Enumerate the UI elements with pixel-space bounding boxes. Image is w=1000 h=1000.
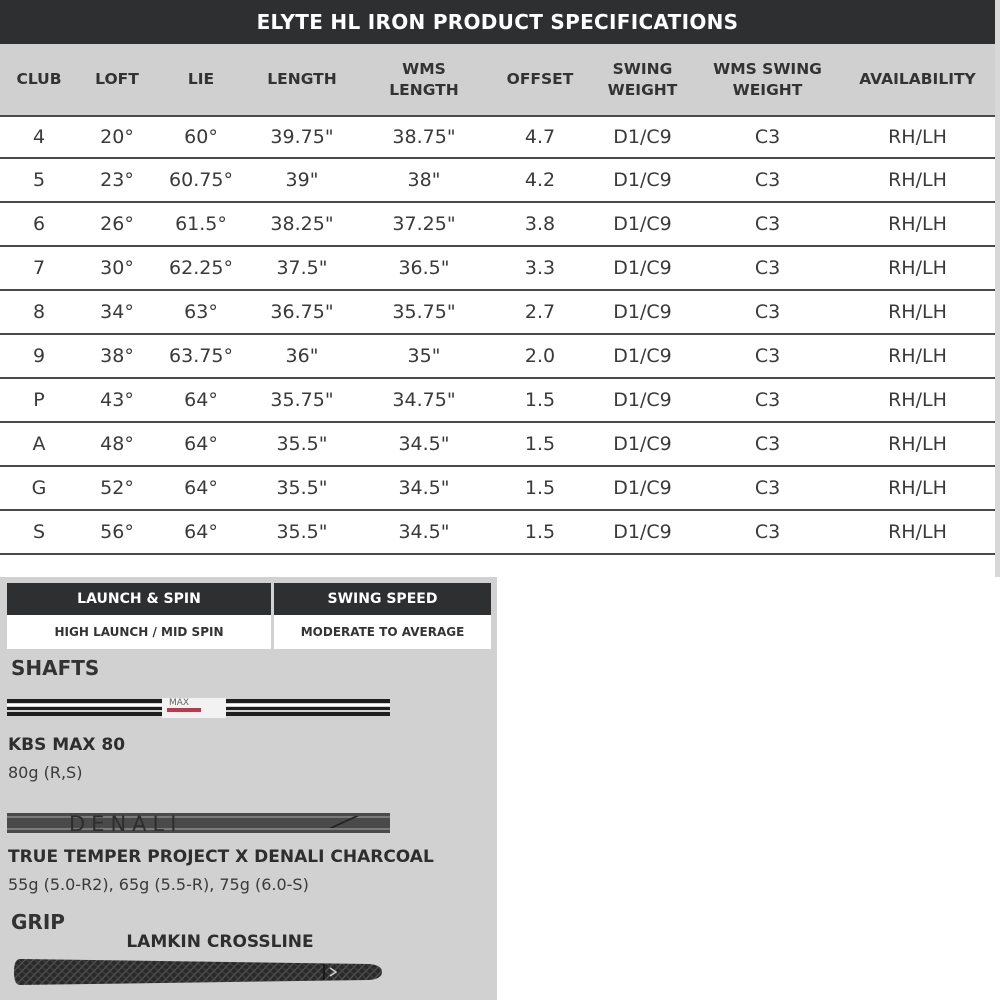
table-cell: 39"	[285, 169, 319, 191]
table-cell: A	[32, 433, 46, 455]
table-cell: 64°	[184, 521, 218, 543]
table-cell: RH/LH	[888, 345, 947, 367]
swing-speed-value: MODERATE TO AVERAGE	[274, 615, 491, 649]
table-cell: 63.75°	[169, 345, 233, 367]
table-cell: 35.75"	[270, 389, 334, 411]
table-cell: 26°	[100, 213, 134, 235]
grip-image	[14, 955, 384, 989]
table-cell: 4	[32, 126, 46, 148]
kbs-max-shaft-image	[7, 695, 392, 723]
table-cell: C3	[754, 257, 781, 279]
swing-speed-header: SWING SPEED	[274, 583, 491, 615]
svg-text:MAX: MAX	[169, 698, 190, 708]
table-cell: 3.3	[524, 257, 556, 279]
table-row	[0, 291, 995, 335]
table-cell: C3	[754, 345, 781, 367]
table-cell: 64°	[184, 389, 218, 411]
grip-name: LAMKIN CROSSLINE	[126, 932, 314, 952]
launch-spin-header: LAUNCH & SPIN	[7, 583, 271, 615]
table-cell: 62.25°	[169, 257, 233, 279]
table-cell: 52°	[100, 477, 134, 499]
table-cell: D1/C9	[613, 213, 672, 235]
table-row	[0, 423, 995, 467]
table-cell: RH/LH	[888, 477, 947, 499]
table-cell: 4.7	[524, 126, 556, 148]
launch-spin-value: HIGH LAUNCH / MID SPIN	[7, 615, 271, 649]
table-row	[0, 247, 995, 291]
table-cell: D1/C9	[613, 169, 672, 191]
table-cell: P	[33, 389, 45, 411]
table-cell: 37.5"	[276, 257, 328, 279]
table-row	[0, 203, 995, 247]
table-cell: C3	[754, 301, 781, 323]
column-header: SWING WEIGHT	[607, 59, 678, 99]
table-cell: C3	[754, 433, 781, 455]
table-cell: D1/C9	[613, 433, 672, 455]
table-cell: 1.5	[524, 433, 556, 455]
table-cell: RH/LH	[888, 169, 947, 191]
table-cell: 35.75"	[392, 301, 456, 323]
table-cell: 7	[32, 257, 46, 279]
table-row	[0, 115, 995, 159]
table-cell: D1/C9	[613, 301, 672, 323]
column-header: WMS LENGTH	[389, 59, 459, 99]
shaft-name-kbs: KBS MAX 80	[8, 735, 126, 755]
table-cell: D1/C9	[613, 477, 672, 499]
table-cell: 61.5°	[175, 213, 227, 235]
table-cell: 38.75"	[392, 126, 456, 148]
table-cell: 9	[32, 345, 46, 367]
svg-text:DENALI: DENALI	[69, 812, 183, 836]
table-cell: 34°	[100, 301, 134, 323]
table-cell: 20°	[100, 126, 134, 148]
table-cell: C3	[754, 213, 781, 235]
launch-spin-table	[7, 583, 491, 649]
table-cell: 4.2	[524, 169, 556, 191]
table-cell: 30°	[100, 257, 134, 279]
table-cell: RH/LH	[888, 433, 947, 455]
column-header: AVAILABILITY	[859, 70, 976, 88]
table-cell: 35.5"	[276, 433, 328, 455]
table-cell: RH/LH	[888, 257, 947, 279]
table-cell: 34.75"	[392, 389, 456, 411]
table-cell: D1/C9	[613, 126, 672, 148]
column-header: CLUB	[16, 70, 62, 88]
table-cell: 38°	[100, 345, 134, 367]
table-cell: RH/LH	[888, 389, 947, 411]
table-row	[0, 511, 995, 555]
denali-shaft-image	[7, 810, 392, 836]
table-cell: C3	[754, 477, 781, 499]
table-cell: 56°	[100, 521, 134, 543]
table-cell: C3	[754, 169, 781, 191]
table-cell: 38"	[407, 169, 441, 191]
table-cell: 64°	[184, 477, 218, 499]
spec-table-body	[0, 115, 995, 555]
table-edge	[995, 0, 1000, 577]
table-row	[0, 159, 995, 203]
table-cell: 35.5"	[276, 521, 328, 543]
table-cell: S	[32, 521, 46, 543]
table-cell: 36.5"	[398, 257, 450, 279]
table-cell: 1.5	[524, 521, 556, 543]
table-cell: 43°	[100, 389, 134, 411]
column-header: WMS SWING WEIGHT	[713, 59, 822, 99]
table-cell: 63°	[184, 301, 218, 323]
table-cell: RH/LH	[888, 301, 947, 323]
column-header: LOFT	[95, 70, 139, 88]
table-cell: C3	[754, 126, 781, 148]
table-cell: 2.0	[524, 345, 556, 367]
shaft-spec-kbs: 80g (R,S)	[8, 763, 83, 782]
table-cell: 48°	[100, 433, 134, 455]
table-row	[0, 467, 995, 511]
table-cell: 36.75"	[270, 301, 334, 323]
table-cell: C3	[754, 389, 781, 411]
table-cell: D1/C9	[613, 521, 672, 543]
table-cell: D1/C9	[613, 389, 672, 411]
table-cell: RH/LH	[888, 213, 947, 235]
column-header: LENGTH	[267, 70, 337, 88]
spec-table-title: ELYTE HL IRON PRODUCT SPECIFICATIONS	[0, 0, 995, 44]
column-header: LIE	[187, 70, 215, 88]
table-cell: 2.7	[524, 301, 556, 323]
table-cell: 39.75"	[270, 126, 334, 148]
table-cell: RH/LH	[888, 126, 947, 148]
table-cell: 38.25"	[270, 213, 334, 235]
table-cell: C3	[754, 521, 781, 543]
grip-title: GRIP	[11, 910, 65, 934]
table-cell: 6	[32, 213, 46, 235]
table-cell: 60°	[184, 126, 218, 148]
components-panel	[0, 577, 497, 1000]
table-cell: 60.75°	[169, 169, 233, 191]
table-cell: 64°	[184, 433, 218, 455]
table-cell: RH/LH	[888, 521, 947, 543]
table-cell: 23°	[100, 169, 134, 191]
shaft-name-denali: TRUE TEMPER PROJECT X DENALI CHARCOAL	[8, 847, 434, 867]
table-cell: G	[31, 477, 47, 499]
table-row	[0, 335, 995, 379]
column-header: OFFSET	[506, 70, 574, 88]
table-cell: D1/C9	[613, 345, 672, 367]
table-cell: 35.5"	[276, 477, 328, 499]
table-cell: 34.5"	[398, 477, 450, 499]
table-row	[0, 379, 995, 423]
shafts-title: SHAFTS	[11, 656, 100, 680]
shaft-spec-denali: 55g (5.0-R2), 65g (5.5-R), 75g (6.0-S)	[8, 875, 309, 894]
table-cell: 5	[32, 169, 46, 191]
table-cell: 34.5"	[398, 433, 450, 455]
table-cell: 1.5	[524, 389, 556, 411]
table-cell: D1/C9	[613, 257, 672, 279]
table-cell: 1.5	[524, 477, 556, 499]
table-cell: 36"	[285, 345, 319, 367]
table-cell: 37.25"	[392, 213, 456, 235]
table-cell: 35"	[407, 345, 441, 367]
spec-table-header	[0, 44, 995, 115]
table-cell: 34.5"	[398, 521, 450, 543]
table-cell: 8	[32, 301, 46, 323]
table-cell: 3.8	[524, 213, 556, 235]
